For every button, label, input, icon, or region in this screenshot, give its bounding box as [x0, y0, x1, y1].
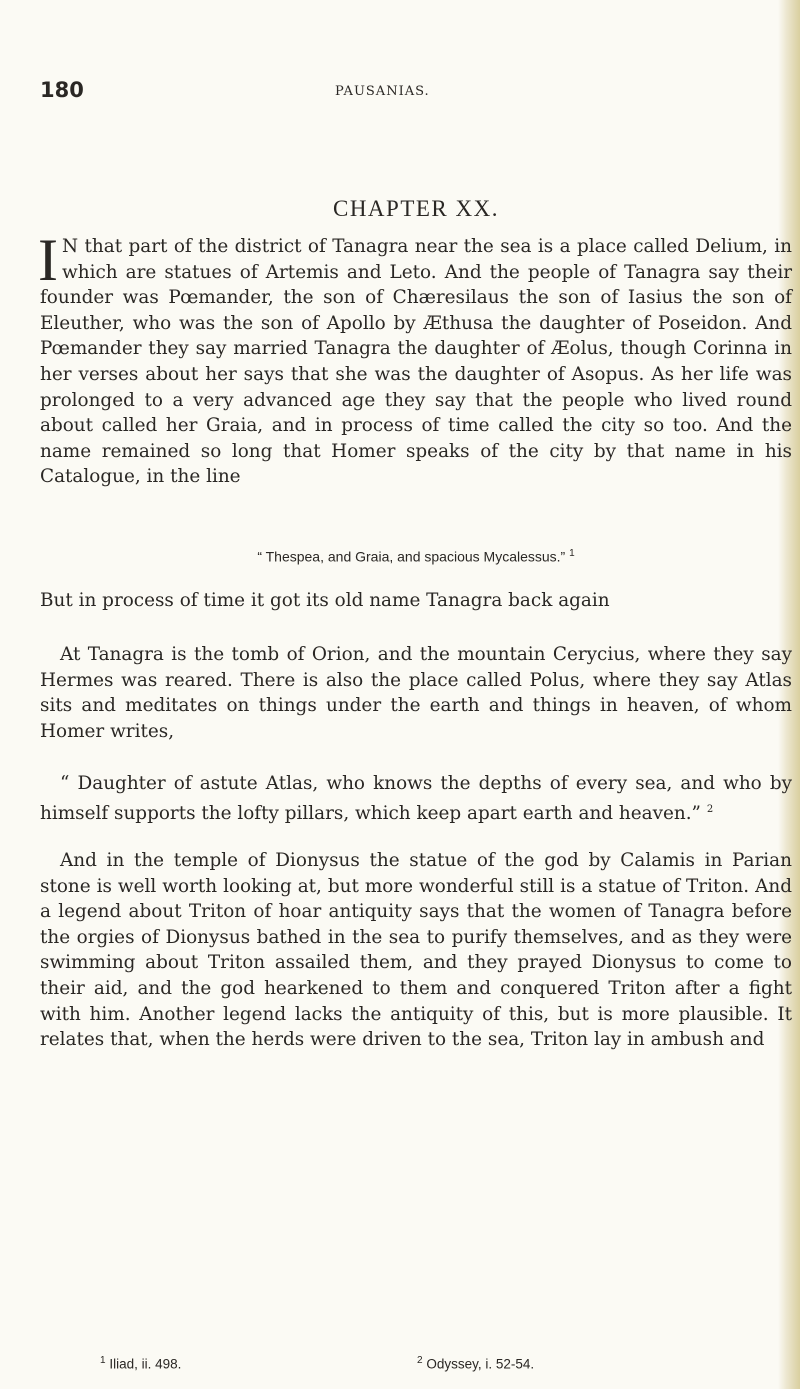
chapter-title: CHAPTER XX. — [332, 196, 499, 221]
footnote-ref-1: 1 — [569, 548, 575, 559]
paragraph-1 — [38, 227, 792, 490]
drop-cap: I — [38, 227, 58, 293]
paragraph-1-text: N that part of the district of Tanagra near the sea is a place called Delium, in which are statues of Artemis and Leto. And the people of Tanagra say their founder was Pœmander, the son of Chæresilaus the son of Iasius the son of Eleuther, who was the son of Apollo by Æthusa the daughter of Poseidon. And Pœmander they say married Tanagra the daughter of Æolus, though Corinna in her verses about her says that she was the daughter of Asopus. As her life was prolonged to a very advanced age they say that the people who lived round about called her Graia, and in process of time called the city so too. And the name remained so long that Homer speaks of the city by that name in his Catalogue, in the line — [40, 236, 792, 488]
verse-quote-text: “ Thespea, and Graia, and spacious Mycalessus.” — [257, 548, 566, 565]
footnote-1-text: Iliad, ii. 498. — [109, 1356, 182, 1372]
paragraph-2: But in process of time it got its old name Tanagra back again — [40, 590, 610, 611]
page-number: 180 — [40, 78, 84, 102]
footnote-ref-2: 2 — [706, 803, 714, 815]
footnote-2-mark: 2 — [417, 1355, 423, 1366]
running-head: PAUSANIAS. — [335, 84, 430, 99]
footnote-2 — [417, 1355, 534, 1372]
footnote-2-text: Odyssey, i. 52-54. — [426, 1356, 535, 1372]
footnote-1-mark: 1 — [100, 1355, 106, 1366]
verse-quote — [40, 548, 792, 565]
paragraph-4 — [40, 771, 792, 826]
paragraph-3: At Tanagra is the tomb of Orion, and the mountain Cerycius, where they say Hermes was reared. There is also the place called Polus, where they say Atlas sits and meditates on things under the earth and things in heaven, of whom Homer writes, — [40, 644, 792, 742]
paragraph-4-text: “ Daughter of astute Atlas, who knows the depths of every sea, and who by himself supports the lofty pillars, which keep apart earth and heaven.” — [40, 773, 792, 824]
page-header — [40, 78, 792, 108]
footnote-1 — [100, 1355, 181, 1372]
paragraph-5: And in the temple of Dionysus the statue of the god by Calamis in Parian stone is well worth looking at, but more wonderful still is a statue of Triton. And a legend about Triton of hoar antiquity says that the women of Tanagra before the orgies of Dionysus bathed in the sea to purify themselves, and as they were swimming about Triton assailed them, and they prayed Dionysus to come to their aid, and the god hearkened to them and conquered Triton after a fight with him. Another legend lacks the antiquity of this, but is more plausible. It relates that, when the herds were driven to the sea, Triton lay in ambush and — [40, 850, 792, 1051]
